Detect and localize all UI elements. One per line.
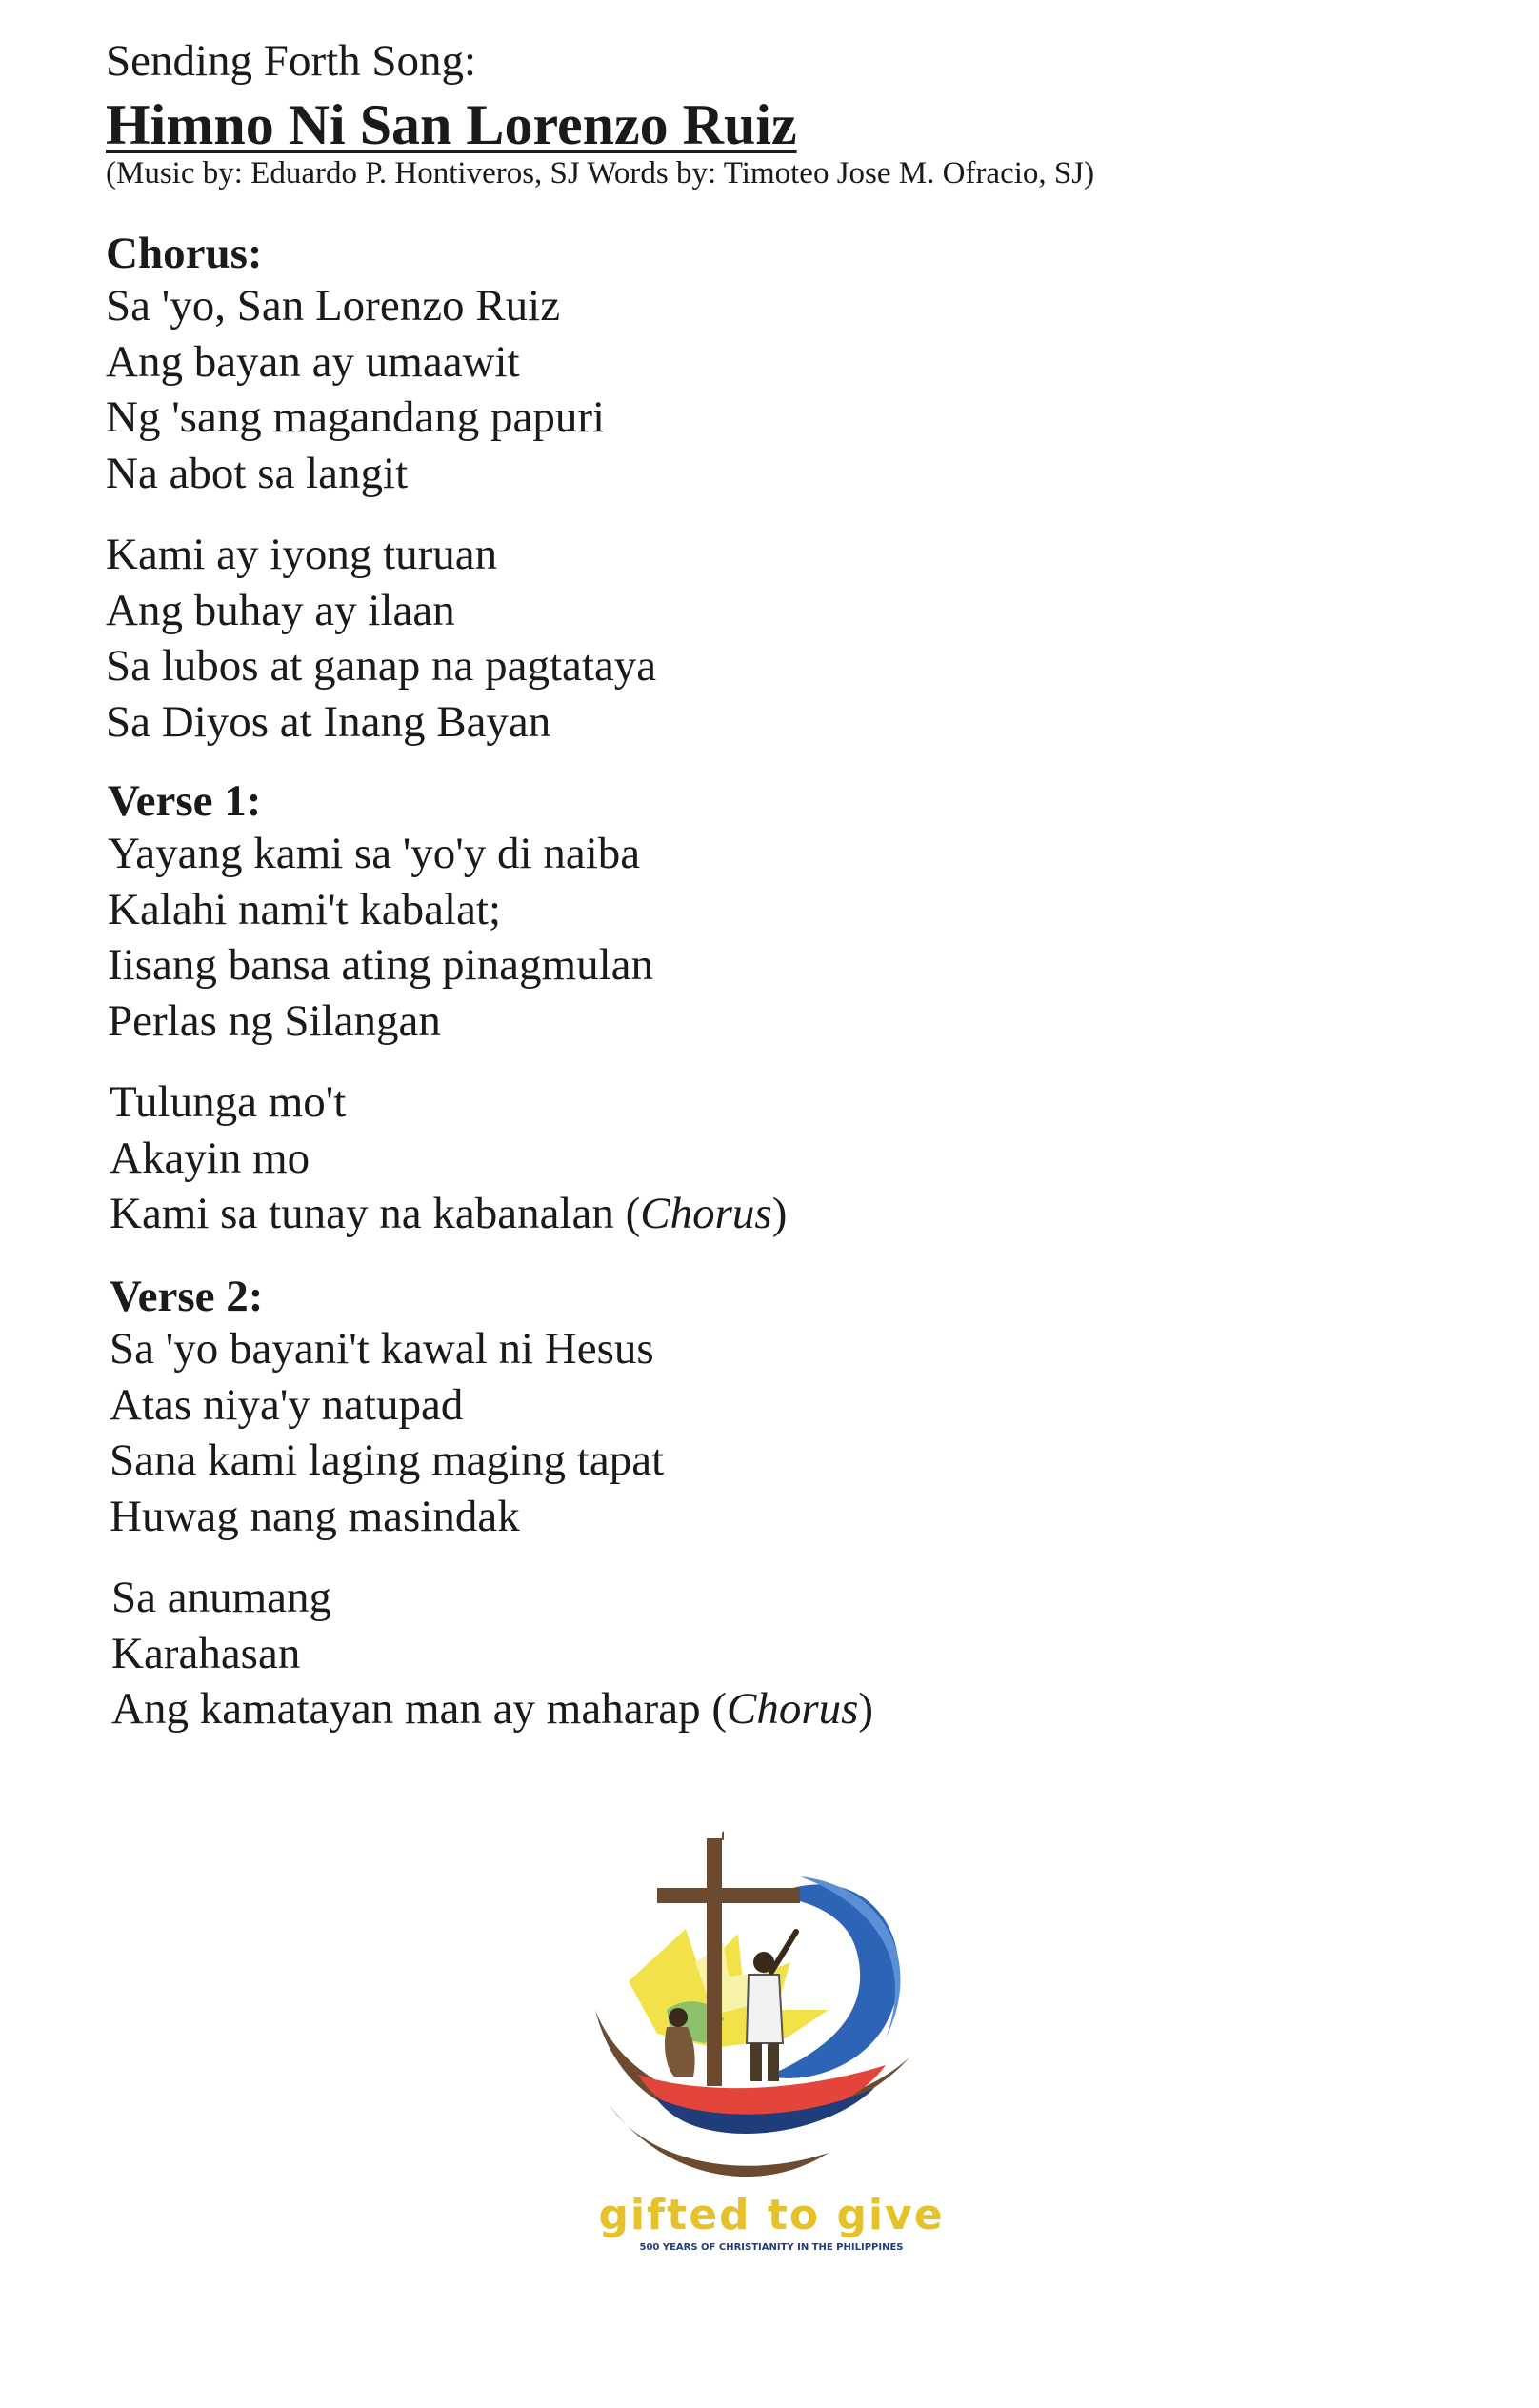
lyric-line: Karahasan: [111, 1628, 301, 1678]
lyric-line-with-cue: [111, 1681, 873, 1737]
lyric-line: Kami ay iyong turuan: [106, 530, 498, 579]
cue-close: ): [771, 1189, 788, 1238]
svg-text:500 YEARS OF CHRISTIANITY IN T: 500 YEARS OF CHRISTIANITY IN THE PHILIPPINES: [639, 2242, 904, 2253]
lyric-line: Huwag nang masindak: [110, 1491, 520, 1541]
verse2-stanza-1: [110, 1321, 664, 1544]
chorus-cue: Chorus: [640, 1189, 772, 1238]
lyric-line: Na abot sa langit: [106, 448, 409, 498]
lyric-line: Tulunga mo't: [110, 1077, 347, 1127]
lyric-line-with-cue: [110, 1186, 787, 1242]
lyric-line: Yayang kami sa 'yo'y di naiba: [108, 829, 641, 878]
lyric-line: Atas niya'y natupad: [110, 1379, 464, 1430]
verse1-label: Verse 1:: [108, 776, 262, 826]
chorus-cue: Chorus: [726, 1684, 859, 1734]
chorus-label: Chorus:: [106, 229, 263, 278]
cross-boat-logo-icon: [571, 1819, 971, 2267]
lyric-line: Sa 'yo, San Lorenzo Ruiz: [106, 281, 561, 331]
lyric-line: Sa lubos at ganap na pagtataya: [106, 641, 657, 691]
lyric-line: Ang bayan ay umaawit: [106, 336, 520, 387]
verse1-stanza-1: [108, 826, 653, 1049]
lyric-line: Iisang bansa ating pinagmulan: [108, 940, 653, 990]
lyric-line: Akayin mo: [110, 1133, 310, 1183]
song-kicker: Sending Forth Song:: [106, 36, 477, 86]
song-title: Himno Ni San Lorenzo Ruiz: [106, 93, 797, 156]
chorus-stanza-1: [106, 278, 605, 501]
lyric-line: Sa anumang: [111, 1573, 332, 1622]
verse2-label: Verse 2:: [110, 1272, 264, 1321]
lyric-line: Kalahi nami't kabalat;: [108, 884, 502, 934]
cue-close: ): [858, 1684, 874, 1734]
song-credits: (Music by: Eduardo P. Hontiveros, SJ Words by: Timoteo Jose M. Ofracio, SJ): [106, 156, 1095, 191]
lyric-line: Perlas ng Silangan: [108, 995, 441, 1046]
lyric-text: Ang kamatayan man ay maharap (: [111, 1684, 727, 1734]
chorus-stanza-2: [106, 527, 656, 750]
verse1-stanza-2: [110, 1074, 787, 1242]
lyric-line: Sana kami laging maging tapat: [110, 1435, 665, 1485]
lyric-line: Ang buhay ay ilaan: [106, 585, 455, 635]
lyric-line: Ng 'sang magandang papuri: [106, 392, 606, 442]
verse2-stanza-2: [111, 1570, 873, 1737]
svg-text:gifted to give: gifted to give: [598, 2191, 945, 2239]
lyric-line: Sa Diyos at Inang Bayan: [106, 696, 551, 747]
lyric-text: Kami sa tunay na kabanalan (: [110, 1189, 641, 1238]
lyric-line: Sa 'yo bayani't kawal ni Hesus: [110, 1324, 654, 1374]
